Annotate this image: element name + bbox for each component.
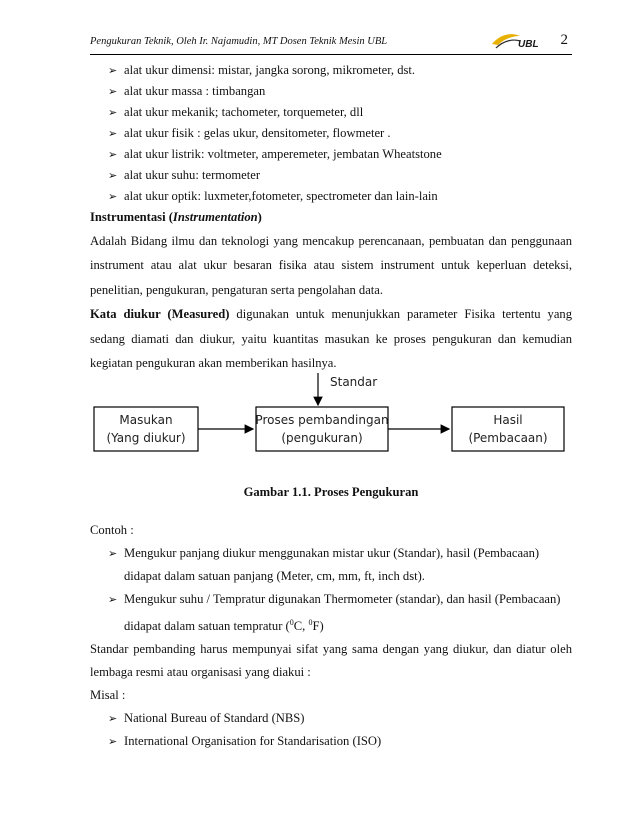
- examples-content: [90, 519, 572, 753]
- heading-end: ): [257, 210, 262, 224]
- misal-list: [90, 707, 572, 753]
- contoh-item2-mid: C,: [293, 619, 309, 634]
- contoh-item1-line1: Mengukur panjang diukur menggunakan mistar ukur (Standar), hasil (Pembacaan): [124, 546, 540, 560]
- instrument-list: [90, 60, 572, 207]
- contoh-item2-line1: Mengukur suhu / Tempratur digunakan Thermometer (standar), dan hasil (Pembacaan): [124, 592, 561, 606]
- list-item: ➢ International Organisation for Standarisation (ISO): [90, 730, 572, 753]
- instrumentasi-paragraph: Adalah Bidang ilmu dan teknologi yang mencakup perencanaan, pembuatan dan penggunaan instrument atau alat ukur besaran fisika atau sistem instrument untuk keperluan deteksi, penelitian, pengukuran, pengaturan serta pengolahan data.: [90, 233, 572, 297]
- degree-sup-1: 0: [289, 618, 294, 627]
- list-item: ➢ alat ukur massa : timbangan: [90, 81, 572, 102]
- process-box-line1: Proses pembandingan: [255, 413, 389, 427]
- figure-caption: Gambar 1.1. Proses Pengukuran: [243, 485, 419, 499]
- result-box-line1: Hasil: [493, 413, 523, 427]
- contoh-list-2: [90, 588, 572, 611]
- process-diagram: [90, 365, 572, 465]
- result-box-line2: (Pembacaan): [468, 431, 548, 445]
- ubl-logo-icon: [490, 30, 546, 52]
- list-item: [90, 588, 572, 611]
- running-title: Pengukuran Teknik, Oleh Ir. Najamudin, MT Dosen Teknik Mesin UBL: [90, 36, 388, 47]
- contoh-item1-line2: didapat dalam satuan panjang (Meter, cm, mm, ft, inch dst).: [124, 569, 425, 583]
- list-item: ➢ alat ukur suhu: termometer: [90, 165, 572, 186]
- section-heading: [90, 207, 572, 229]
- contoh-item2-pre: didapat dalam satuan tempratur (: [124, 619, 290, 634]
- standard-label: Standar: [330, 375, 378, 389]
- kata-diukur-rest: digunakan untuk menunjukkan parameter Fisika tertentu yang sedang diamati dan diukur, yaitu kuantitas masukan ke proses pengukuran dan kemudian kegiatan pengukuran akan memberikan hasilnya.: [90, 307, 573, 370]
- page-header: [90, 30, 572, 55]
- degree-sup-2: 0: [308, 618, 313, 627]
- heading-main: Instrumentasi (: [90, 210, 173, 224]
- list-item: [90, 542, 572, 565]
- page-number: 2: [560, 32, 568, 48]
- kata-diukur-lead: Kata diukur (Measured): [90, 307, 230, 321]
- list-item: ➢ alat ukur dimensi: mistar, jangka sorong, mikrometer, dst.: [90, 60, 572, 81]
- input-box-line1: Masukan: [119, 413, 173, 427]
- contoh-item2-end: F): [312, 619, 324, 634]
- misal-label: Misal :: [90, 688, 126, 703]
- list-item: ➢ alat ukur fisik : gelas ukur, densitometer, flowmeter .: [90, 123, 572, 144]
- contoh-item2-line2: [90, 611, 572, 638]
- process-box-line2: (pengukuran): [281, 431, 363, 445]
- standar-paragraph: Standar pembanding harus mempunyai sifat yang sama dengan yang diukur, dan diatur oleh lembaga resmi atau organisasi yang diakui :: [90, 642, 572, 680]
- list-item: ➢ National Bureau of Standard (NBS): [90, 707, 572, 730]
- main-content: [90, 60, 572, 376]
- contoh-label: Contoh :: [90, 523, 134, 537]
- contoh-list: [90, 542, 572, 565]
- input-box-line2: (Yang diukur): [106, 431, 186, 445]
- list-item: ➢ alat ukur mekanik; tachometer, torquemeter, dll: [90, 102, 572, 123]
- logo-text: UBL: [518, 39, 539, 50]
- list-item: ➢ alat ukur optik: luxmeter,fotometer, spectrometer dan lain-lain: [90, 186, 572, 207]
- list-item: ➢ alat ukur listrik: voltmeter, amperemeter, jembatan Wheatstone: [90, 144, 572, 165]
- heading-italic: Instrumentation: [172, 210, 258, 224]
